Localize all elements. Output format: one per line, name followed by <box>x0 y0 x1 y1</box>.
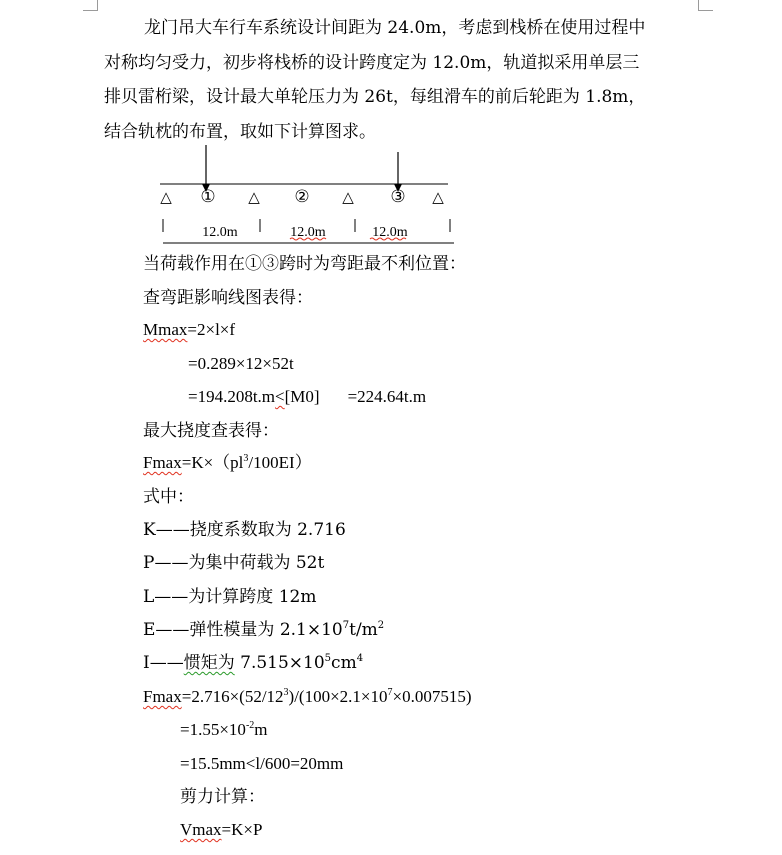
calc-line-fmax-check: =15.5mm<l/600=20mm <box>180 754 344 773</box>
fmax2-exponent-2: 7 <box>387 687 393 698</box>
e-exponent: 7 <box>342 620 350 631</box>
calc-line-i <box>143 652 363 674</box>
fmax-label: Fmax <box>143 453 182 472</box>
i-exponent: 5 <box>324 653 332 664</box>
calc-line-shear-heading: 剪力计算： <box>180 787 265 807</box>
fmax-formula-a: =K×（pl <box>181 453 244 472</box>
support-symbol: △ <box>248 188 260 206</box>
span-number-2: ② <box>294 187 310 207</box>
support-symbol: △ <box>342 188 354 206</box>
span-dimension-1: 12.0m <box>202 225 238 240</box>
mmax-label: Mmax <box>143 320 188 339</box>
vmax-formula: =K×P <box>221 820 263 839</box>
support-symbol: △ <box>432 188 444 206</box>
support-symbol: △ <box>160 188 172 206</box>
calc-line-fmax-substituted <box>143 686 472 708</box>
span-number-1: ① <box>200 187 216 207</box>
fmax2-c: ×0.007515) <box>392 687 472 706</box>
calc-line-where: 式中： <box>143 487 194 507</box>
calc-line-e <box>143 619 384 641</box>
i-text-d: cm <box>331 653 357 673</box>
calc-line-vmax <box>180 819 262 841</box>
span-number-3: ③ <box>390 187 406 207</box>
calc-line-lookup: 查弯距影响线图表得： <box>143 288 313 308</box>
e-text-a: E——弹性模量为 2.1×10 <box>143 620 343 640</box>
fmax2-a: =2.716×(52/12 <box>181 687 284 706</box>
calc-line-p: P——为集中荷载为 52t <box>143 553 325 573</box>
e-text-b: t/m <box>349 620 378 640</box>
e-unit-exponent: 2 <box>377 620 385 631</box>
calc-line-k: K——挠度系数取为 2.716 <box>143 520 346 540</box>
fmax2-b: )/(100×2.1×10 <box>288 687 388 706</box>
allowable-moment-value: =224.64t.m <box>347 387 427 406</box>
span-dimension-2: 12.0m <box>290 225 326 240</box>
i-text-b: 惯矩为 <box>183 653 235 673</box>
page-corner-mark-right <box>698 0 713 11</box>
fmax-exponent: 3 <box>243 453 249 464</box>
paragraph-line: 龙门吊大车行车系统设计间距为 24.0m，考虑到栈桥在使用过程中 <box>144 18 646 38</box>
paragraph-line: 结合轨枕的布置，取如下计算图求。 <box>104 121 376 142</box>
mmax-result: =194.208t.m <box>188 387 276 406</box>
paragraph-line-text: 排贝雷桁梁，设计最大单轮压力为 26t，每组滑车的前后轮距为 1.8m， <box>104 87 646 107</box>
paragraph-line: 对称均匀受力，初步将栈桥的设计跨度定为 12.0m，轨道拟采用单层三 <box>104 52 640 73</box>
i-text-a: I—— <box>143 653 184 673</box>
span-load-diagram <box>150 140 460 250</box>
vmax-label: Vmax <box>180 820 222 839</box>
calc-line-fmax <box>143 452 312 474</box>
calc-line-worst-position: 当荷载作用在①③跨时为弯距最不利位置： <box>143 254 466 274</box>
fmax-result-a: =1.55×10 <box>180 720 246 739</box>
fmax-formula-b: /100EI） <box>248 453 312 472</box>
calc-line-fmax-result <box>180 719 268 741</box>
fmax2-label: Fmax <box>143 687 182 706</box>
calc-line-deflection-lookup: 最大挠度查表得： <box>143 421 279 441</box>
fmax-result-exponent: -2 <box>245 720 255 731</box>
paragraph-line <box>104 80 694 115</box>
less-than-sign: < <box>275 387 285 406</box>
intro-paragraph <box>104 11 694 149</box>
i-unit-exponent: 4 <box>356 653 364 664</box>
mmax-formula: =2×l×f <box>187 320 236 339</box>
i-text-c: 7.515×10 <box>234 653 325 673</box>
page-corner-mark-left <box>83 0 98 11</box>
span-dimension-3: 12.0m <box>372 225 408 240</box>
allowable-moment-symbol: [M0] <box>284 387 320 406</box>
fmax2-exponent-1: 3 <box>283 687 289 698</box>
calc-line-mmax-result <box>188 386 426 408</box>
calc-line-l: L——为计算跨度 12m <box>143 587 317 607</box>
fmax-result-b: m <box>254 720 268 739</box>
calc-line-mmax <box>143 319 235 341</box>
calc-line-mmax-value: =0.289×12×52t <box>188 354 294 373</box>
